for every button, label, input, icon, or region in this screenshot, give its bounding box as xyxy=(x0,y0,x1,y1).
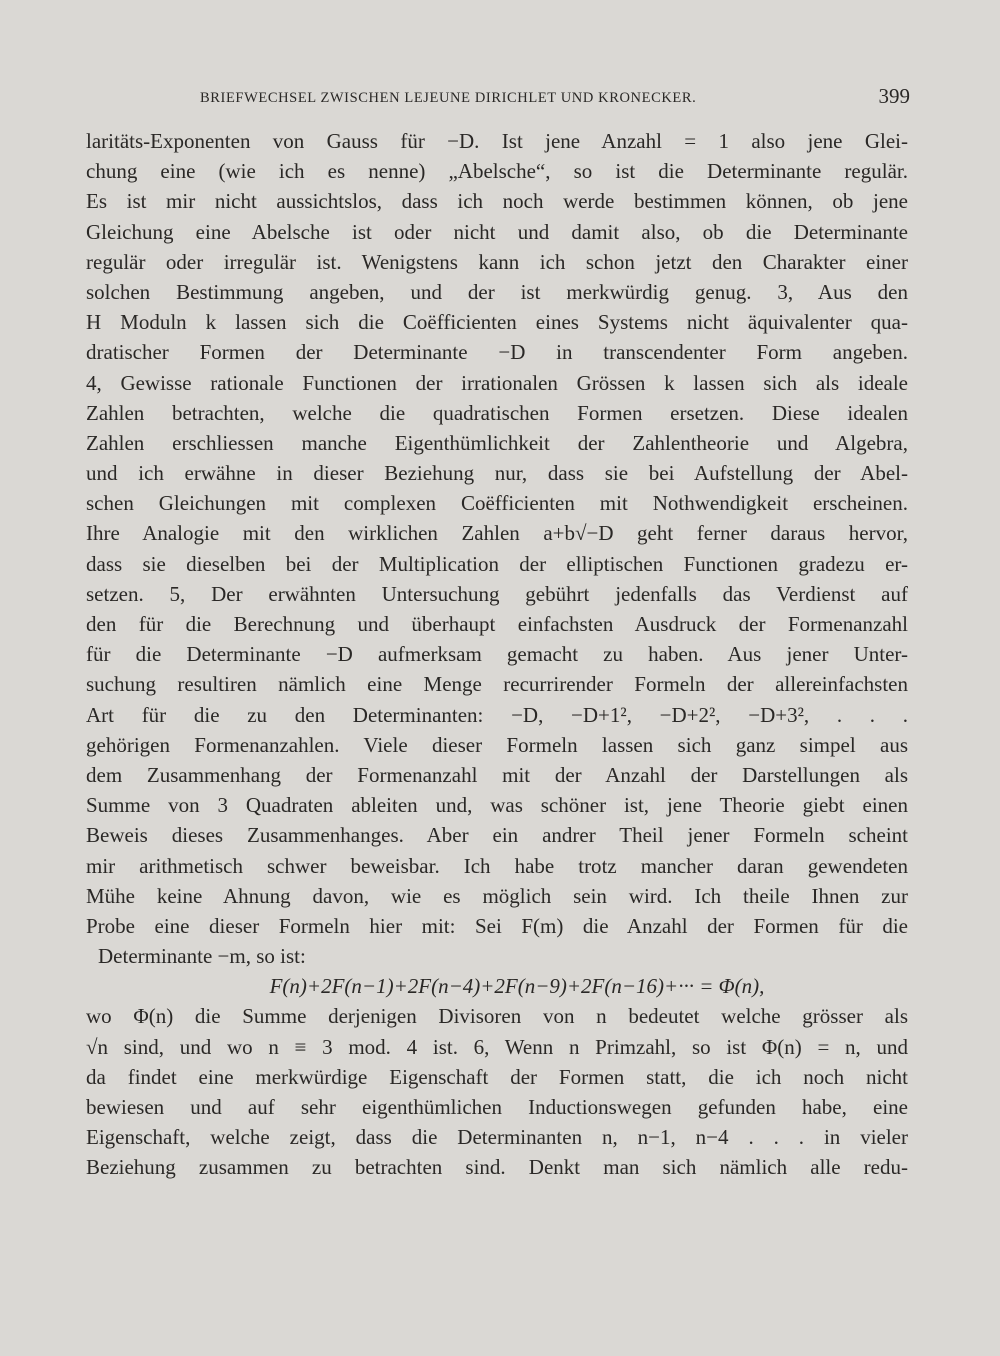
text-line: schen Gleichungen mit complexen Coëfficienten mit Nothwendigkeit erscheinen. xyxy=(86,491,908,516)
text-line: Zahlen betrachten, welche die quadratischen Formen ersetzen. Diese idealen xyxy=(86,400,908,425)
text-line: da findet eine merkwürdige Eigenschaft der Formen statt, die ich noch nicht xyxy=(86,1064,908,1089)
page-header xyxy=(200,84,910,110)
text-line: suchung resultiren nämlich eine Menge recurrirender Formeln der allereinfachsten xyxy=(86,672,908,697)
text-line: Zahlen erschliessen manche Eigenthümlichkeit der Zahlentheorie und Algebra, xyxy=(86,430,908,455)
text-line: H Moduln k lassen sich die Coëfficienten eines Systems nicht äquivalenter qua- xyxy=(86,310,908,335)
text-line: setzen. 5, Der erwähnten Untersuchung gebührt jedenfalls das Verdienst auf xyxy=(86,581,908,606)
text-line: für die Determinante −D aufmerksam gemacht zu haben. Aus jener Unter- xyxy=(86,642,908,667)
text-line: regulär oder irregulär ist. Wenigstens kann ich schon jetzt den Charakter einer xyxy=(86,249,908,274)
body-text xyxy=(86,126,908,1183)
text-line: und ich erwähne in dieser Beziehung nur, dass sie bei Aufstellung der Abel- xyxy=(86,461,908,486)
text-line: Es ist mir nicht aussichtslos, dass ich noch werde bestimmen können, ob jene xyxy=(86,189,908,214)
text-line: dratischer Formen der Determinante −D in transcendenter Form angeben. xyxy=(86,340,908,365)
text-line: solchen Bestimmung angeben, und der ist merkwürdig genug. 3, Aus den xyxy=(86,279,908,304)
text-line: bewiesen und auf sehr eigenthümlichen Inductionswegen gefunden habe, eine xyxy=(86,1095,908,1119)
text-line: Eigenschaft, welche zeigt, dass die Determinanten n, n−1, n−4 . . . in vieler xyxy=(86,1125,908,1150)
text-line: Probe eine dieser Formeln hier mit: Sei F(m) die Anzahl der Formen für die xyxy=(86,913,908,938)
text-line: Art für die zu den Determinanten: −D, −D+1², −D+2², −D+3², . . . xyxy=(86,702,908,727)
text-line: wo Φ(n) die Summe derjenigen Divisoren von n bedeutet welche grösser als xyxy=(86,1004,908,1029)
text-line: √n sind, und wo n ≡ 3 mod. 4 ist. 6, Wenn n Primzahl, so ist Φ(n) = n, und xyxy=(86,1034,908,1059)
running-title: BRIEFWECHSEL ZWISCHEN LEJEUNE DIRICHLET UND KRONECKER. xyxy=(200,90,697,106)
text-line: den für die Berechnung und überhaupt einfachsten Ausdruck der Formenanzahl xyxy=(86,612,908,636)
text-line: Beweis dieses Zusammenhanges. Aber ein andrer Theil jener Formeln scheint xyxy=(86,823,908,848)
text-line: dem Zusammenhang der Formenanzahl mit der Anzahl der Darstellungen als xyxy=(86,762,908,787)
text-line: laritäts-Exponenten von Gauss für −D. Ist jene Anzahl = 1 also jene Glei- xyxy=(86,129,908,153)
text-line: Ihre Analogie mit den wirklichen Zahlen a+b√−D geht ferner daraus hervor, xyxy=(86,521,908,546)
page-number: 399 xyxy=(878,84,910,108)
text-line: Gleichung eine Abelsche ist oder nicht und damit also, ob die Determinante xyxy=(86,219,908,244)
text-line: mir arithmetisch schwer beweisbar. Ich habe trotz mancher daran gewendeten xyxy=(86,853,908,878)
text-line: Mühe keine Ahnung davon, wie es möglich sein wird. Ich theile Ihnen zur xyxy=(86,883,908,908)
text-line: chung eine (wie ich es nenne) „Abelsche“, so ist die Determinante regulär. xyxy=(86,159,908,184)
text-line: 4, Gewisse rationale Functionen der irrationalen Grössen k lassen sich als ideale xyxy=(86,370,908,395)
text-line: Determinante −m, so ist: xyxy=(98,944,306,969)
display-formula: F(n)+2F(n−1)+2F(n−4)+2F(n−9)+2F(n−16)+··· = Φ(n), xyxy=(269,974,765,999)
text-line: Beziehung zusammen zu betrachten sind. Denkt man sich nämlich alle redu- xyxy=(86,1155,908,1180)
text-line: dass sie dieselben bei der Multiplication der elliptischen Functionen gradezu er- xyxy=(86,551,908,576)
text-line: Summe von 3 Quadraten ableiten und, was schöner ist, jene Theorie giebt einen xyxy=(86,793,908,818)
text-line: gehörigen Formenanzahlen. Viele dieser Formeln lassen sich ganz simpel aus xyxy=(86,732,908,757)
